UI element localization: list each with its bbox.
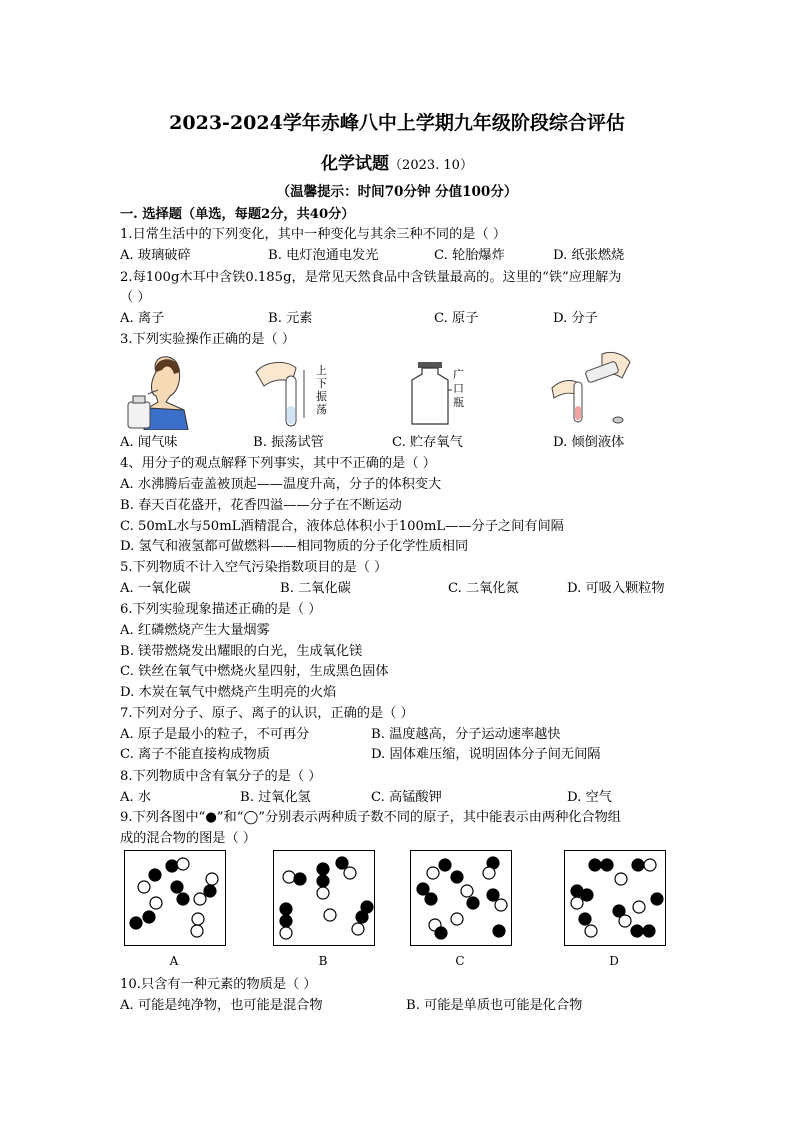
q7-option-a: A. 原子是最小的粒子，不可再分 xyxy=(120,727,310,742)
q1-option-b: B. 电灯泡通电发光 xyxy=(268,248,379,263)
particle-box-a xyxy=(124,850,226,946)
q7-stem: 7.下列对分子、原子、离子的认识，正确的是（ ） xyxy=(120,706,414,721)
smell-figure-illustration xyxy=(122,352,192,430)
q3-option-d: D. 倾倒液体 xyxy=(553,435,625,450)
particle-box-c xyxy=(410,850,512,946)
q10-stem: 10.只含有一种元素的物质是（ ） xyxy=(120,977,317,992)
label-shake2: 荡 xyxy=(316,403,327,416)
label-up: 上 xyxy=(316,364,327,377)
q2-option-d: D. 分子 xyxy=(553,311,598,326)
q8-option-d: D. 空气 xyxy=(567,790,612,805)
q9-label-c: C xyxy=(455,954,465,968)
subtitle-text: 化学试题 xyxy=(321,154,390,174)
q6-option-c: C. 铁丝在氧气中燃烧火星四射，生成黑色固体 xyxy=(120,664,389,679)
q5-option-a: A. 一氧化碳 xyxy=(120,581,191,596)
q3-option-c: C. 贮存氧气 xyxy=(392,435,463,450)
section-heading: 一. 选择题（单选，每题2分，共40分） xyxy=(120,207,355,222)
q9-label-d: D xyxy=(609,954,619,968)
q10-option-a: A. 可能是纯净物，也可能是混合物 xyxy=(120,998,323,1013)
q9-label-a: A xyxy=(169,954,179,968)
label-bottle: 瓶 xyxy=(453,396,464,409)
q4-option-a: A. 水沸腾后壶盖被顶起——温度升高，分子的体积变大 xyxy=(120,477,442,492)
q9-stem-cont: 成的混合物的图是（ ） xyxy=(120,831,257,846)
q6-option-b: B. 镁带燃烧发出耀眼的白光，生成氧化镁 xyxy=(120,644,363,659)
q5-option-c: C. 二氧化氮 xyxy=(448,581,519,596)
particle-box-b xyxy=(273,850,375,946)
shake-tube-figure-illustration xyxy=(252,352,312,432)
label-down: 下 xyxy=(316,377,327,390)
exam-subtitle xyxy=(0,149,794,174)
q2-option-a: A. 离子 xyxy=(120,311,165,326)
exam-title: 2023-2024学年赤峰八中上学期九年级阶段综合评估 xyxy=(169,112,625,134)
q8-option-c: C. 高锰酸钾 xyxy=(371,790,442,805)
q9-stem: 9.下列各图中“●”和“◯”分别表示两种质子数不同的原子，其中能表示由两种化合物组 xyxy=(120,810,621,825)
oxygen-bottle-figure-illustration xyxy=(408,360,452,428)
q1-stem: 1.日常生活中的下列变化，其中一种变化与其余三种不同的是（ ） xyxy=(120,227,507,242)
q5-stem: 5.下列物质不计入空气污染指数项目的是（ ） xyxy=(120,560,388,575)
q8-stem: 8.下列物质中含有氧分子的是（ ） xyxy=(120,769,322,784)
q2-stem: 2.每100g木耳中含铁0.185g，是常见天然食品中含铁量最高的。这里的“铁”应理解为 xyxy=(120,270,622,285)
q5-option-b: B. 二氧化碳 xyxy=(280,581,351,596)
q3-option-b: B. 振荡试管 xyxy=(253,435,324,450)
bottle-label xyxy=(453,368,467,410)
particle-diagram-b xyxy=(274,851,374,945)
q4-option-b: B. 春天百花盛开，花香四溢——分子在不断运动 xyxy=(120,498,402,513)
q2-option-b: B. 元素 xyxy=(268,311,313,326)
q1-option-c: C. 轮胎爆炸 xyxy=(434,248,505,263)
particle-diagram-c xyxy=(411,851,511,945)
q9-label-b: B xyxy=(318,954,328,968)
q7-option-b: B. 温度越高，分子运动速率越快 xyxy=(371,727,561,742)
label-shake1: 振 xyxy=(316,390,327,403)
label-mouth: 口 xyxy=(453,382,464,395)
q6-stem: 6.下列实验现象描述正确的是（ ） xyxy=(120,602,322,617)
pour-liquid-figure-illustration xyxy=(546,348,636,428)
q7-option-c: C. 离子不能直接构成物质 xyxy=(120,747,270,762)
q7-option-d: D. 固体难压缩，说明固体分子间无间隔 xyxy=(371,747,601,762)
particle-diagram-d xyxy=(565,851,665,945)
q1-option-a: A. 玻璃破碎 xyxy=(120,248,191,263)
subtitle-date: （2023. 10） xyxy=(389,158,473,173)
particle-box-d xyxy=(564,850,666,946)
q6-option-d: D. 木炭在氧气中燃烧产生明亮的火焰 xyxy=(120,685,337,700)
q8-option-a: A. 水 xyxy=(120,790,152,805)
q2-stem-cont: （ ） xyxy=(120,290,151,305)
q5-option-d: D. 可吸入颗粒物 xyxy=(567,581,665,596)
q3-option-a: A. 闻气味 xyxy=(120,435,178,450)
q8-option-b: B. 过氧化氢 xyxy=(240,790,311,805)
q6-option-a: A. 红磷燃烧产生大量烟雾 xyxy=(120,623,270,638)
q4-stem: 4、用分子的观点解释下列事实，其中不正确的是（ ） xyxy=(120,456,436,471)
q10-option-b: B. 可能是单质也可能是化合物 xyxy=(406,998,583,1013)
q4-option-c: C. 50mL水与50mL酒精混合，液体总体积小于100mL——分子之间有间隔 xyxy=(120,519,564,534)
q3-stem: 3.下列实验操作正确的是（ ） xyxy=(120,332,296,347)
q2-option-c: C. 原子 xyxy=(434,311,479,326)
label-wide: 广 xyxy=(453,368,464,381)
shake-tube-label xyxy=(316,364,330,416)
q1-option-d: D. 纸张燃烧 xyxy=(553,248,625,263)
q4-option-d: D. 氢气和液氢都可做燃料——相同物质的分子化学性质相同 xyxy=(120,539,469,554)
particle-diagram-a xyxy=(125,851,225,945)
exam-tip: （温馨提示：时间70分钟 分值100分） xyxy=(276,184,518,200)
